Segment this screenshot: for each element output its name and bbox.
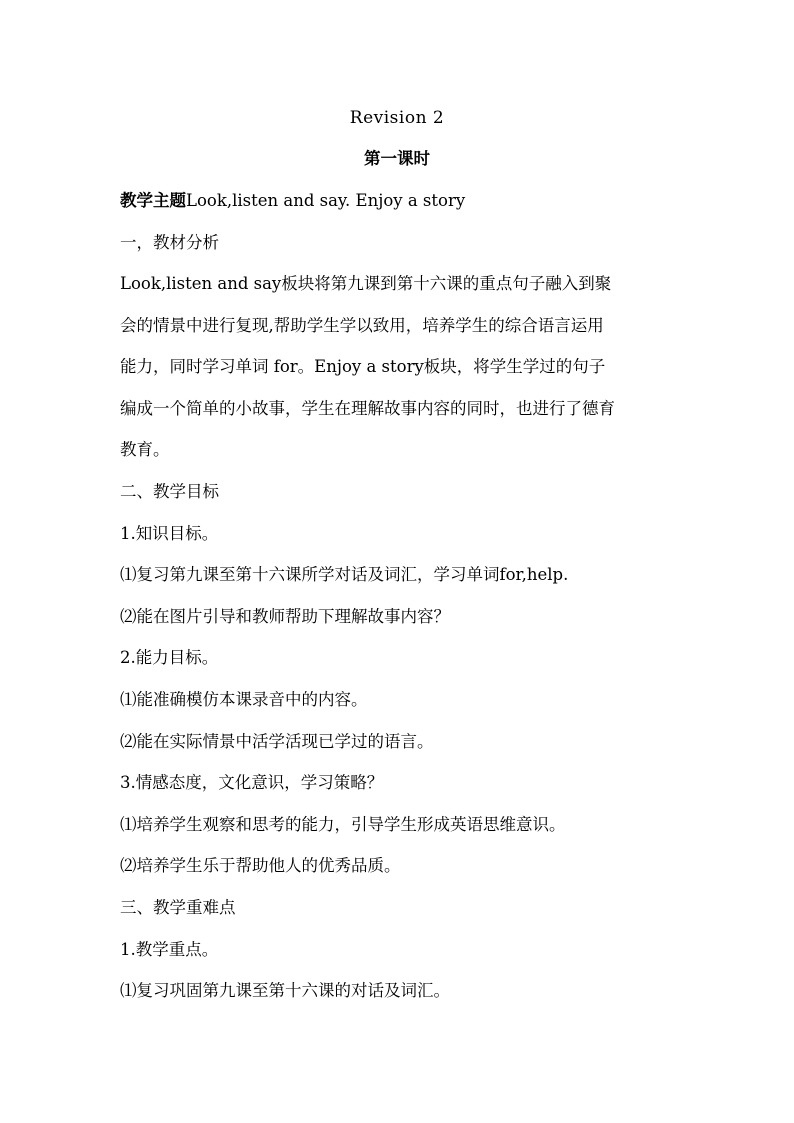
subsection-heading: 2.能力目标。 <box>120 648 219 667</box>
list-item: ⑵能在实际情景中活学活现已学过的语言。 <box>120 732 434 751</box>
section-heading: 二、教学目标 <box>120 482 219 501</box>
subsection-heading: 3.情感态度，文化意识，学习策略？ <box>120 773 384 792</box>
list-item: ⑴复习巩固第九课至第十六课的对话及词汇。 <box>120 981 450 1000</box>
section-heading: 三、教学重难点 <box>120 898 236 917</box>
paragraph-line: Look,listen and say板块将第九课到第十六课的重点句子融入到聚 <box>120 274 612 293</box>
paragraph-line: 会的情景中进行复现,帮助学生学以致用，培养学生的综合语言运用 <box>120 316 604 335</box>
topic-text: Look,listen and say. Enjoy a story <box>186 191 466 210</box>
paragraph-line: 教育。 <box>120 440 170 459</box>
document-title: Revision 2 <box>349 108 445 128</box>
list-item: ⑴复习第九课至第十六课所学对话及词汇，学习单词for,help. <box>120 565 569 584</box>
topic-line <box>120 190 675 212</box>
document-subtitle: 第一课时 <box>364 149 430 168</box>
paragraph-line: 能力，同时学习单词 for。Enjoy a story板块，将学生学过的句子 <box>120 357 606 376</box>
section-heading: 一，教材分析 <box>120 233 219 252</box>
subsection-heading: 1.知识目标。 <box>120 524 219 543</box>
paragraph-line: 编成一个简单的小故事，学生在理解故事内容的同时，也进行了德育 <box>120 399 615 418</box>
list-item: ⑴能准确模仿本课录音中的内容。 <box>120 690 368 709</box>
list-item: ⑴培养学生观察和思考的能力，引导学生形成英语思维意识。 <box>120 815 566 834</box>
list-item: ⑵培养学生乐于帮助他人的优秀品质。 <box>120 856 401 875</box>
subsection-heading: 1.教学重点。 <box>120 940 219 959</box>
topic-label: 教学主题 <box>120 191 186 210</box>
list-item: ⑵能在图片引导和教师帮助下理解故事内容？ <box>120 607 450 626</box>
